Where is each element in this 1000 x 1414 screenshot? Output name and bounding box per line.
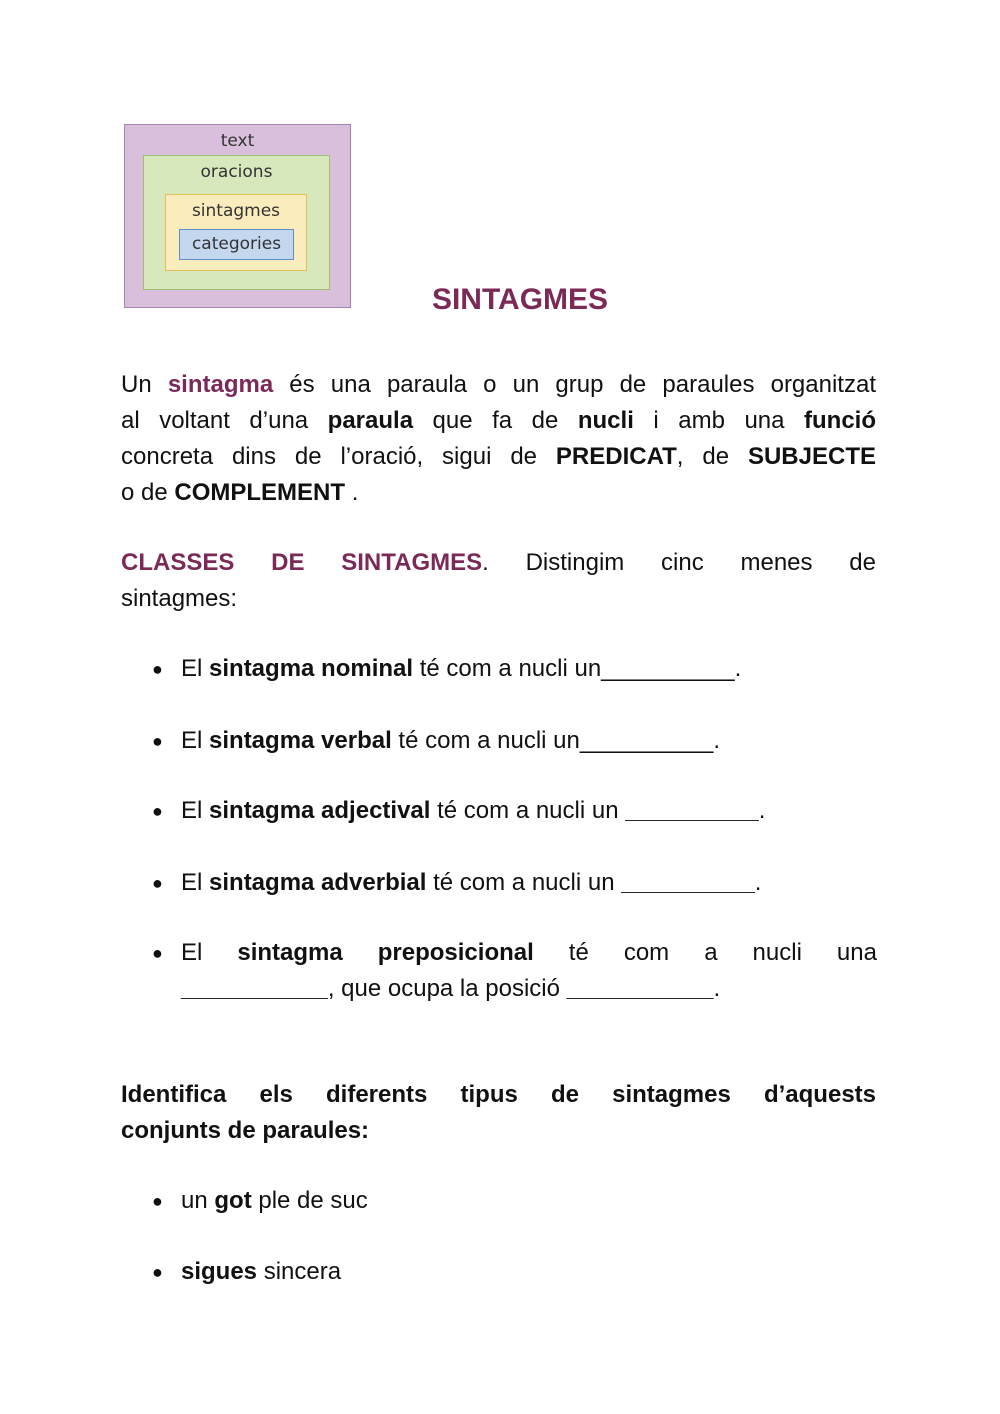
- bullet-list: [152, 865, 877, 901]
- answer-blank[interactable]: ___________: [566, 975, 714, 1002]
- bullet-list: [152, 723, 877, 759]
- classes-paragraph: [121, 545, 876, 617]
- text-run: sintagmes:: [121, 585, 238, 612]
- text-run: El: [181, 939, 238, 966]
- keyword: sintagma preposicional: [237, 939, 534, 966]
- keyword-sintagma: sintagma: [167, 371, 274, 398]
- text-run: .: [345, 479, 359, 506]
- definition-line: [121, 403, 876, 439]
- text-run: Identifica els diferents tipus de sintagmes d’aquests: [121, 1081, 876, 1108]
- answer-blank[interactable]: __________: [625, 797, 759, 824]
- text-run: que fa de: [413, 407, 578, 434]
- bullet-list: [152, 1254, 877, 1290]
- list-item: [152, 723, 877, 759]
- diagram-label-text: text: [220, 131, 255, 151]
- diagram-label-oracions: oracions: [200, 162, 273, 182]
- exercise-line: [121, 1077, 876, 1113]
- list-item-line: [181, 971, 877, 1007]
- keyword: sigues: [181, 1258, 258, 1285]
- list-item: [152, 935, 877, 1007]
- text-run: , de: [676, 443, 748, 470]
- keyword-funcio: funció: [804, 407, 876, 434]
- definition-line: [121, 367, 876, 403]
- classes-line: [121, 545, 876, 581]
- text-run: El: [181, 869, 210, 896]
- text-run: conjunts de paraules:: [121, 1117, 370, 1144]
- text-run: té com a nucli una: [533, 939, 877, 966]
- keyword: sintagma nominal: [209, 655, 414, 682]
- text-run: .: [713, 727, 721, 754]
- text-run: .: [758, 797, 766, 824]
- text-run: sincera: [257, 1258, 342, 1285]
- list-item: [152, 793, 877, 829]
- bullet-list: [152, 651, 877, 687]
- bullet-list: [152, 935, 877, 1007]
- exercise-line: [121, 1113, 876, 1149]
- keyword: sintagma adverbial: [209, 869, 427, 896]
- text-run: .: [713, 975, 721, 1002]
- classes-line: [121, 581, 876, 617]
- nesting-diagram: [124, 124, 351, 308]
- definition-paragraph: [121, 367, 876, 511]
- keyword-complement: COMPLEMENT: [174, 479, 346, 506]
- text-run: té com a nucli un: [391, 727, 580, 754]
- keyword: sintagma adjectival: [209, 797, 431, 824]
- text-run: concreta dins de l’oració, sigui de: [121, 443, 556, 470]
- list-item: [152, 651, 877, 687]
- text-run: Un: [121, 371, 168, 398]
- answer-blank[interactable]: __________: [579, 727, 714, 754]
- text-run: o de: [121, 479, 175, 506]
- exercise-instruction: [121, 1077, 876, 1149]
- definition-line: [121, 475, 876, 511]
- text-run: té com a nucli un: [413, 655, 602, 682]
- list-item: [152, 865, 877, 901]
- bullet-list: [152, 1183, 877, 1219]
- text-run: ple de suc: [251, 1187, 368, 1214]
- keyword-nucli: nucli: [577, 407, 634, 434]
- text-run: al voltant d’una: [121, 407, 328, 434]
- text-run: i amb una: [633, 407, 804, 434]
- keyword: sintagma verbal: [209, 727, 392, 754]
- definition-line: [121, 439, 876, 475]
- text-run: és una paraula o un grup de paraules organitzat: [273, 371, 876, 398]
- classes-heading: CLASSES DE SINTAGMES: [121, 549, 483, 576]
- diagram-label-categories: categories: [191, 234, 282, 254]
- list-item-line: [181, 935, 877, 971]
- diagram-box-categories: [179, 229, 294, 260]
- list-item: [152, 1254, 877, 1290]
- text-run: .: [734, 655, 742, 682]
- answer-blank[interactable]: ___________: [181, 975, 328, 1002]
- text-run: un: [181, 1187, 215, 1214]
- text-run: .: [754, 869, 762, 896]
- text-run: El: [181, 797, 210, 824]
- page-title: SINTAGMES: [431, 283, 609, 316]
- text-run: , que ocupa la posició: [327, 975, 567, 1002]
- text-run: té com a nucli un: [430, 797, 626, 824]
- answer-blank[interactable]: __________: [601, 655, 735, 682]
- text-run: El: [181, 727, 210, 754]
- keyword: got: [214, 1187, 252, 1214]
- bullet-list: [152, 793, 877, 829]
- diagram-label-sintagmes: sintagmes: [191, 201, 281, 221]
- list-item: [152, 1183, 877, 1219]
- keyword-predicat: PREDICAT: [555, 443, 677, 470]
- keyword-subjecte: SUBJECTE: [747, 443, 876, 470]
- text-run: té com a nucli un: [426, 869, 622, 896]
- answer-blank[interactable]: __________: [621, 869, 755, 896]
- text-run: El: [181, 655, 210, 682]
- text-run: . Distingim cinc menes de: [482, 549, 876, 576]
- keyword-paraula: paraula: [327, 407, 414, 434]
